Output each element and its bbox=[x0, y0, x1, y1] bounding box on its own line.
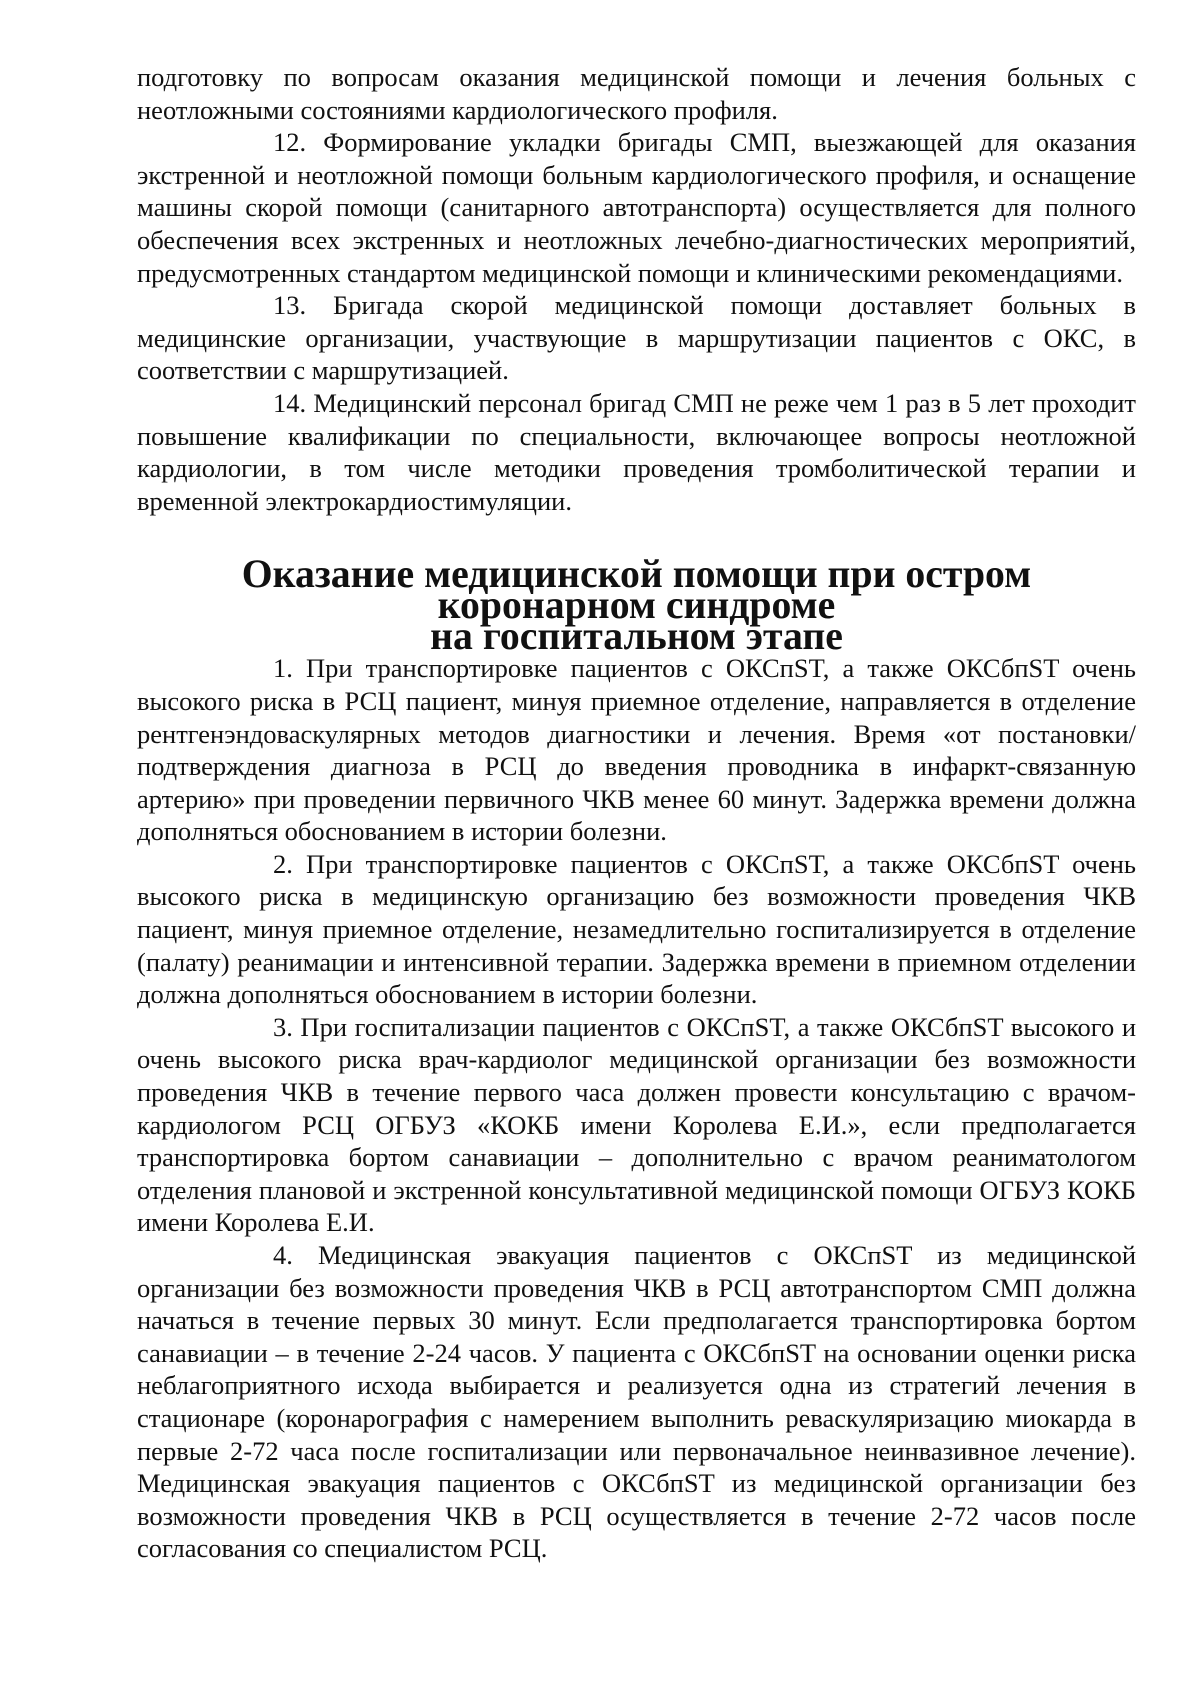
section-heading bbox=[137, 552, 1136, 659]
section-paragraph-3: 3. При госпитализации пациентов с ОКСпST, а также ОКСбпST высокого и очень высокого риска врач-кардиолог медицинской организации без возможности проведения ЧКВ в течение первого часа должен провести консультацию с врачом-кардиологом РСЦ ОГБУЗ «КОКБ имени Королева Е.И.», если предполагается транспортировка бортом санавиации – дополнительно с врачом реаниматологом отделения плановой и экстренной консультативной медицинской помощи ОГБУЗ КОКБ имени Королева Е.И. bbox=[137, 1011, 1136, 1238]
section-paragraph-4: 4. Медицинская эвакуация пациентов с ОКСпST из медицинской организации без возможности проведения ЧКВ в РСЦ автотранспортом СМП должна начаться в течение первых 30 минут. Если предполагается транспортировка бортом санавиации – в течение 2-24 часов. У пациента с ОКСбпST на основании оценки риска неблагоприятного исхода выбирается и реализуется одна из стратегий лечения в стационаре (коронарография с намерением выполнить реваскуляризацию миокарда в первые 2-72 часа после госпитализации или первоначальное неинвазивное лечение). Медицинская эвакуация пациентов с ОКСбпST из медицинской организации без возможности проведения ЧКВ в РСЦ осуществляется в течение 2-72 часов после согласования со специалистом РСЦ. bbox=[137, 1240, 1136, 1564]
document-page bbox=[137, 61, 1136, 1565]
paragraph-item-14: 14. Медицинский персонал бригад СМП не реже чем 1 раз в 5 лет проходит повышение квалификации по специальности, включающее вопросы неотложной кардиологии, в том числе методики проведения тромболитической терапии и временной электрокардиостимуляции. bbox=[137, 387, 1136, 516]
section-heading-line-2: на госпитальном этапе bbox=[430, 614, 843, 659]
paragraph-item-12: 12. Формирование укладки бригады СМП, выезжающей для оказания экстренной и неотложной помощи больным кардиологического профиля, и оснащение машины скорой помощи (санитарного автотранспорта) осуществляется для полного обеспечения всех экстренных и неотложных лечебно-диагностических мероприятий, предусмотренных стандартом медицинской помощи и клиническими рекомендациями. bbox=[137, 127, 1136, 288]
section-paragraph-1: 1. При транспортировке пациентов с ОКСпST, а также ОКСбпST очень высокого риска в РСЦ пациент, минуя приемное отделение, направляется в отделение рентгенэндоваскулярных методов диагностики и лечения. Время «от постановки/подтверждения диагноза в РСЦ до введения проводника в инфаркт-связанную артерию» при проведении первичного ЧКВ менее 60 минут. Задержка времени должна дополняться обоснованием в истории болезни. bbox=[137, 653, 1136, 847]
section-heading-line-1: Оказание медицинской помощи при остром коронарном синдроме bbox=[241, 552, 1032, 628]
paragraph-continuation: подготовку по вопросам оказания медицинской помощи и лечения больных с неотложными состояниями кардиологического профиля. bbox=[137, 62, 1136, 125]
paragraph-item-13: 13. Бригада скорой медицинской помощи доставляет больных в медицинские организации, участвующие в маршрутизации пациентов с ОКС, в соответствии с маршрутизацией. bbox=[137, 290, 1136, 386]
section-paragraph-2: 2. При транспортировке пациентов с ОКСпST, а также ОКСбпST очень высокого риска в медицинскую организацию без возможности проведения ЧКВ пациент, минуя приемное отделение, незамедлительно госпитализируется в отделение (палату) реанимации и интенсивной терапии. Задержка времени в приемном отделении должна дополняться обоснованием в истории болезни. bbox=[137, 848, 1136, 1010]
